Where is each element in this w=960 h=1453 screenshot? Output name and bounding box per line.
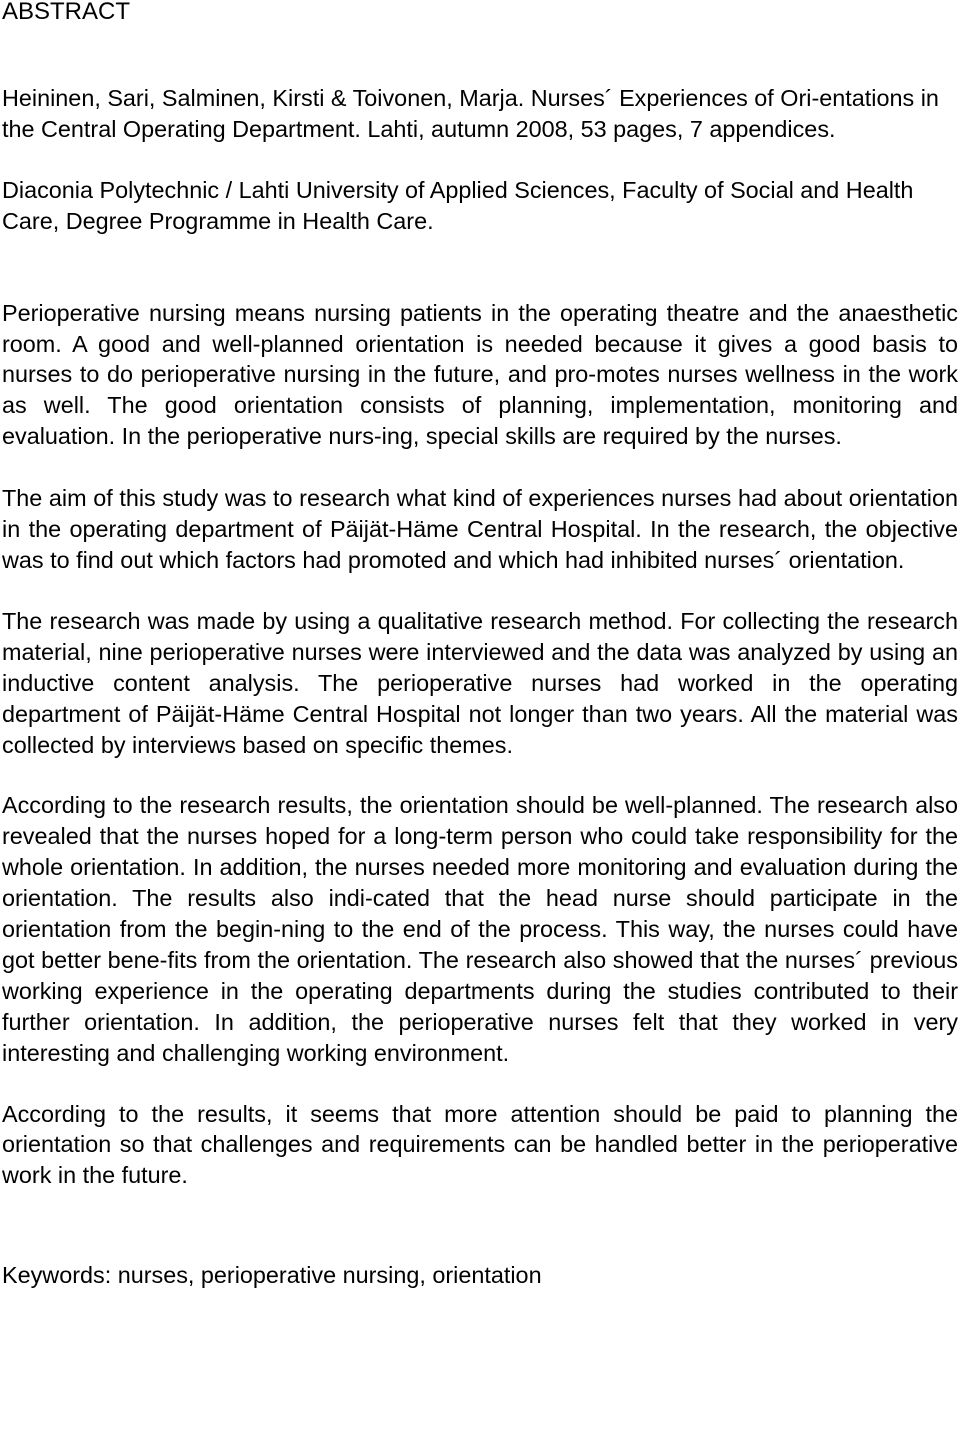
body-paragraph-1: Perioperative nursing means nursing patients in the operating theatre and the anaesthetic room. A good and well-planned orientation is needed because it gives a good basis to nurses to do perioperative nursing in the future, and pro-motes nurses wellness in the work as well. The good orientation consists of planning, implementation, monitoring and evaluation. In the perioperative nurs-ing, special skills are required by the nurses. <box>2 299 958 450</box>
abstract-heading: ABSTRACT <box>2 0 131 25</box>
citation-paragraph: Heininen, Sari, Salminen, Kirsti & Toivonen, Marja. Nurses´ Experiences of Ori-entations in the Central Operating Department. Lahti, autumn 2008, 53 pages, 7 appendices. <box>2 85 939 142</box>
keywords-line: Keywords: nurses, perioperative nursing, orientation <box>2 1262 542 1289</box>
document-page <box>2 0 958 1291</box>
body-paragraph-5: According to the results, it seems that more attention should be paid to planning the orientation so that challenges and requirements can be handled better in the perioperative work in the future. <box>2 1100 958 1189</box>
body-paragraph-2: The aim of this study was to research what kind of experiences nurses had about orientation in the operating department of Päijät-Häme Central Hospital. In the research, the objective was to find out which factors had promoted and which had inhibited nurses´ orientation. <box>2 485 958 573</box>
institution-paragraph: Diaconia Polytechnic / Lahti University of Applied Sciences, Faculty of Social and Health Care, Degree Programme in Health Care. <box>2 176 914 234</box>
body-paragraph-3: The research was made by using a qualitative research method. For collecting the research material, nine perioperative nurses were interviewed and the data was analyzed by using an inductive content analysis. The perioperative nurses had worked in the operating department of Päijät-Häme Central Hospital not longer than two years. All the material was collected by interviews based on specific themes. <box>2 607 958 758</box>
body-paragraph-4: According to the research results, the orientation should be well-planned. The research also revealed that the nurses hoped for a long-term person who could take responsibility for the whole orientation. In addition, the nurses needed more monitoring and evaluation during the orientation. The results also indi-cated that the head nurse should participate in the orientation from the begin-ning to the end of the process. This way, the nurses could have got better bene-fits from the orientation. The research also showed that the nurses´ previous working experience in the operating departments during the studies contributed to their further orientation. In addition, the perioperative nurses felt that they worked in very interesting and challenging working environment. <box>2 792 958 1066</box>
